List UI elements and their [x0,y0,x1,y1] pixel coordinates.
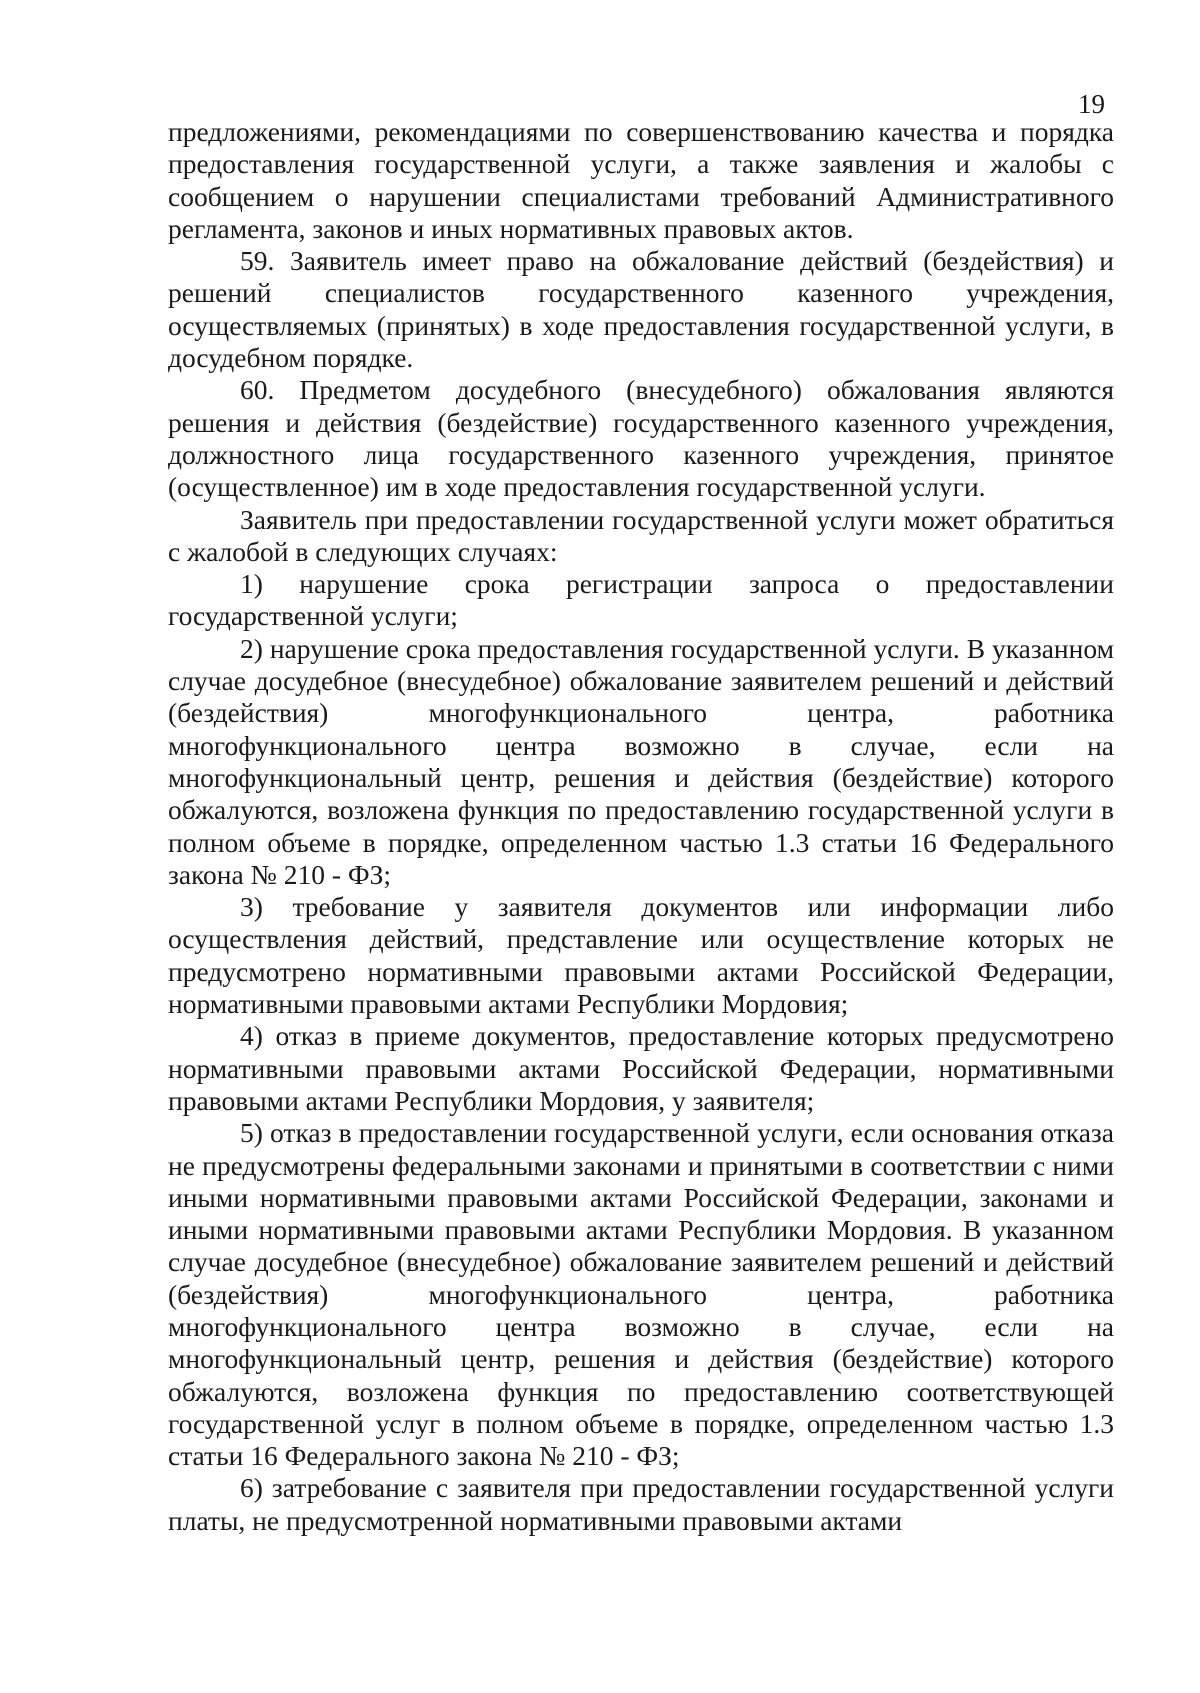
paragraph-60: 60. Предметом досудебного (внесудебного) обжалования являются решения и действия (бездействие) государственного казенного учреждения, должностного лица государственного казенного учреждения, принятое (осуществленное) им в ходе предоставления государственной услуги. [168,374,1114,503]
list-item-5: 5) отказ в предоставлении государственной услуги, если основания отказа не предусмотрены федеральными законами и принятыми в соответствии с ними иными нормативными правовыми актами Российской Федерации, законами и иными нормативными правовыми актами Республики Мордовия. В указанном случае досудебное (внесудебное) обжалование заявителем решений и действий (бездействия) многофункционального центра, работника многофункционального центра возможно в случае, если на многофункциональный центр, решения и действия (бездействие) которого обжалуются, возложена функция по предоставлению соответствующей государственной услуг в полном объеме в порядке, определенном частью 1.3 статьи 16 Федерального закона № 210 - ФЗ; [168,1117,1114,1472]
list-item-1: 1) нарушение срока регистрации запроса о предоставлении государственной услуги; [168,568,1114,632]
list-item-6: 6) затребование с заявителя при предоставлении государственной услуги платы, не предусмотренной нормативными правовыми актами [168,1472,1114,1536]
paragraph-complaint-cases-intro: Заявитель при предоставлении государственной услуги может обратиться с жалобой в следующих случаях: [168,503,1114,567]
list-item-4: 4) отказ в приеме документов, предоставление которых предусмотрено нормативными правовыми актами Российской Федерации, нормативными правовыми актами Республики Мордовия, у заявителя; [168,1020,1114,1116]
list-item-2: 2) нарушение срока предоставления государственной услуги. В указанном случае досудебное (внесудебное) обжалование заявителем решений и действий (бездействия) многофункционального центра, работника многофункционального центра возможно в случае, если на многофункциональный центр, решения и действия (бездействие) которого обжалуются, возложена функция по предоставлению государственной услуги в полном объеме в порядке, определенном частью 1.3 статьи 16 Федерального закона № 210 - ФЗ; [168,632,1114,890]
paragraph-59: 59. Заявитель имеет право на обжалование действий (бездействия) и решений специалистов государственного казенного учреждения, осуществляемых (принятых) в ходе предоставления государственной услуги, в досудебном порядке. [168,245,1114,374]
list-item-3: 3) требование у заявителя документов или информации либо осуществления действий, представление или осуществление которых не предусмотрено нормативными правовыми актами Российской Федерации, нормативными правовыми актами Республики Мордовия; [168,891,1114,1020]
paragraph-continuation: предложениями, рекомендациями по совершенствованию качества и порядка предоставления государственной услуги, а также заявления и жалобы с сообщением о нарушении специалистами требований Административного регламента, законов и иных нормативных правовых актов. [168,116,1114,244]
document-body [168,116,1114,1537]
page-number: 19 [1078,89,1105,119]
